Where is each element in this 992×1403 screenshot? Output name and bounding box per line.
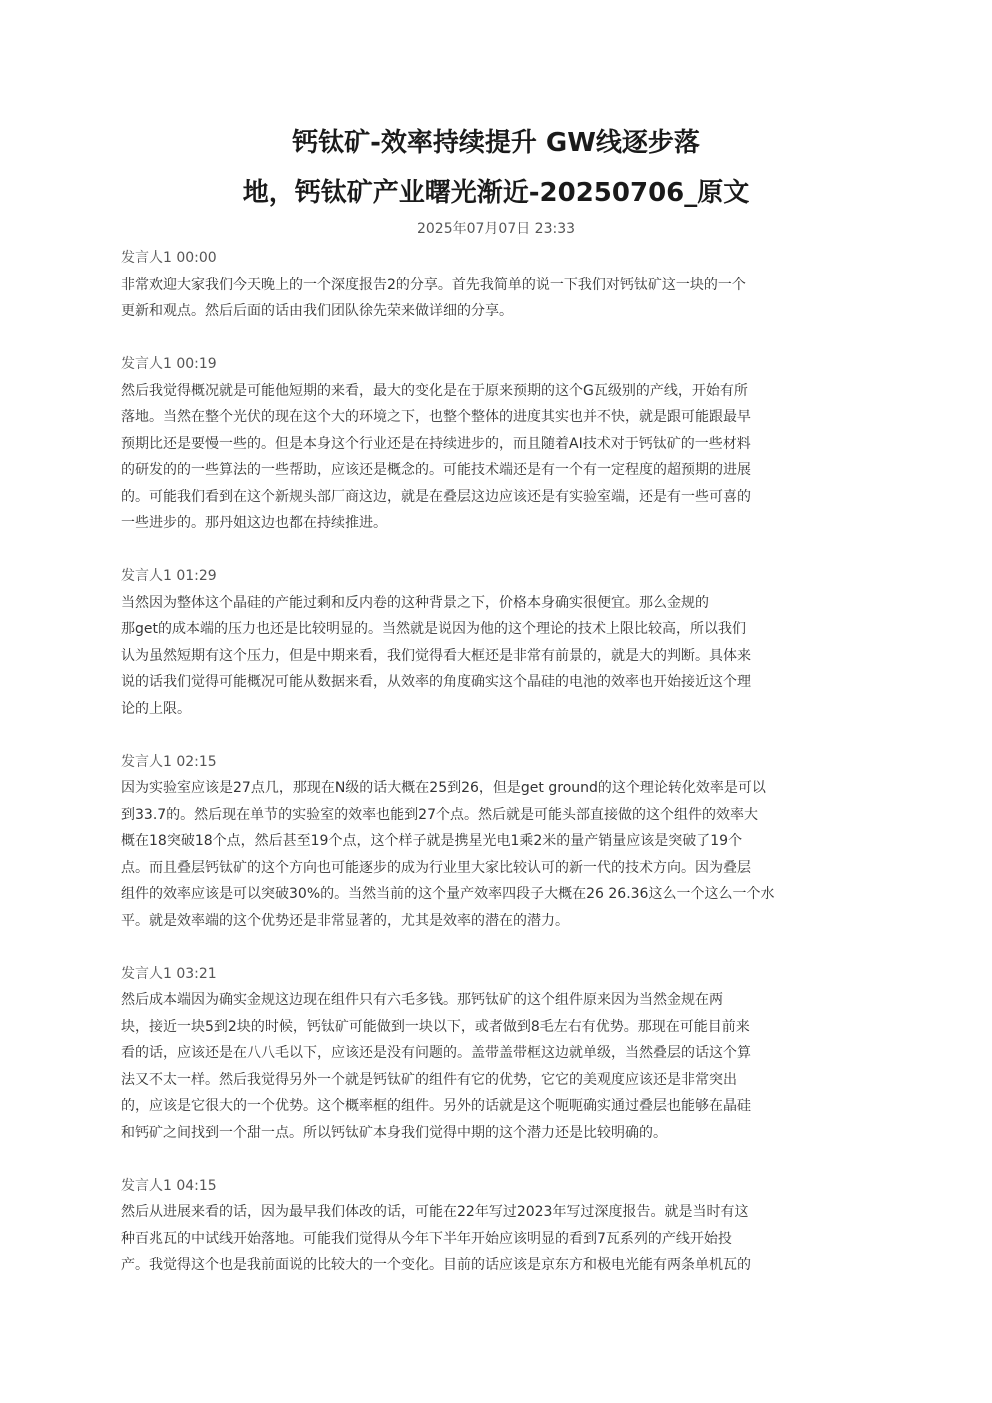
title-line-1: 钙钛矿-效率持续提升 GW线逐步落 bbox=[292, 128, 700, 158]
paragraph-line: 的研发的的一些算法的一些帮助，应该还是概念的。可能技术端还是有一个有一定程度的超预期的进展 bbox=[121, 462, 751, 478]
paragraph-line: 点。而且叠层钙钛矿的这个方向也可能逐步的成为行业里大家比较认可的新一代的技术方向。因为叠层 bbox=[121, 859, 751, 876]
paragraph-line: 和钙矿之间找到一个甜一点。所以钙钛矿本身我们觉得中期的这个潜力还是比较明确的。 bbox=[121, 1124, 667, 1141]
document-title bbox=[0, 118, 992, 218]
paragraph-line: 然后成本端因为确实金规这边现在组件只有六毛多钱。那钙钛矿的这个组件原来因为当然金规在两 bbox=[121, 992, 723, 1008]
transcript-segment bbox=[121, 563, 873, 722]
paragraph-line: 非常欢迎大家我们今天晚上的一个深度报告2的分享。首先我简单的说一下我们对钙钛矿这一块的一个 bbox=[121, 276, 746, 293]
paragraph-line: 到33.7的。然后现在单节的实验室的效率也能到27个点。然后就是可能头部直接做的这个组件的效率大 bbox=[121, 806, 758, 823]
paragraph-line: 论的上限。 bbox=[121, 700, 191, 717]
speaker-timestamp: 发言人1 00:00 bbox=[121, 250, 217, 266]
speaker-timestamp: 发言人1 00:19 bbox=[121, 356, 217, 372]
paragraph-line: 因为实验室应该是27点几，那现在N级的话大概在25到26，但是get ground的这个理论转化效率是可以 bbox=[121, 780, 766, 796]
transcript-segment bbox=[121, 961, 873, 1147]
transcript bbox=[121, 245, 873, 1305]
paragraph-line: 的。可能我们看到在这个新规头部厂商这边，就是在叠层这边应该还是有实验室端，还是有一些可喜的 bbox=[121, 488, 751, 505]
document-date: 2025年07月07日 23:33 bbox=[416, 221, 576, 237]
paragraph-line: 预期比还是要慢一些的。但是本身这个行业还是在持续进步的，而且随着AI技术对于钙钛矿的一些材料 bbox=[121, 435, 751, 452]
paragraph-line: 一些进步的。那丹姐这边也都在持续推进。 bbox=[121, 515, 387, 531]
paragraph-line: 块，接近一块5到2块的时候，钙钛矿可能做到一块以下，或者做到8毛左右有优势。那现在可能目前来 bbox=[121, 1018, 750, 1035]
paragraph-line: 落地。当然在整个光伏的现在这个大的环境之下，也整个整体的进度其实也并不快，就是跟可能跟最早 bbox=[121, 409, 751, 425]
speaker-timestamp: 发言人1 03:21 bbox=[121, 965, 217, 982]
paragraph-line: 组件的效率应该是可以突破30%的。当然当前的这个量产效率四段子大概在26 26.36这么一个这么一个水 bbox=[121, 886, 775, 902]
title-line-2: 地，钙钛矿产业曙光渐近-20250706_原文 bbox=[242, 178, 750, 208]
transcript-segment bbox=[121, 1173, 873, 1279]
paragraph-line: 然后我觉得概况就是可能他短期的来看，最大的变化是在于原来预期的这个G瓦级别的产线，开始有所 bbox=[121, 382, 748, 399]
speaker-timestamp: 发言人1 01:29 bbox=[121, 568, 217, 584]
paragraph-line: 当然因为整体这个晶硅的产能过剩和反内卷的这种背景之下，价格本身确实很便宜。那么金规的 bbox=[121, 594, 709, 611]
speaker-timestamp: 发言人1 02:15 bbox=[121, 753, 217, 770]
transcript-segment bbox=[121, 351, 873, 537]
speaker-timestamp: 发言人1 04:15 bbox=[121, 1177, 217, 1194]
paragraph-line: 更新和观点。然后后面的话由我们团队徐先荣来做详细的分享。 bbox=[121, 303, 513, 319]
paragraph-line: 法又不太一样。然后我觉得另外一个就是钙钛矿的组件有它的优势，它它的美观度应该还是非常突出 bbox=[121, 1071, 737, 1088]
paragraph-line: 平。就是效率端的这个优势还是非常显著的，尤其是效率的潜在的潜力。 bbox=[121, 912, 569, 929]
paragraph-line: 概在18突破18个点，然后甚至19个点，这个样子就是携星光电1乘2米的量产销量应该是突破了19个 bbox=[121, 833, 743, 849]
transcript-segment bbox=[121, 245, 873, 325]
paragraph-line: 的，应该是它很大的一个优势。这个概率框的组件。另外的话就是这个呃呃确实通过叠层也能够在晶硅 bbox=[121, 1098, 751, 1114]
paragraph-line: 看的话，应该还是在八八毛以下，应该还是没有问题的。盖带盖带框这边就单级，当然叠层的话这个算 bbox=[121, 1045, 751, 1061]
paragraph-line: 那get的成本端的压力也还是比较明显的。当然就是说因为他的这个理论的技术上限比较高，所以我们 bbox=[121, 621, 746, 637]
transcript-segment bbox=[121, 749, 873, 935]
paragraph-line: 种百兆瓦的中试线开始落地。可能我们觉得从今年下半年开始应该明显的看到7瓦系列的产线开始投 bbox=[121, 1230, 732, 1247]
paragraph-line: 产。我觉得这个也是我前面说的比较大的一个变化。目前的话应该是京东方和极电光能有两条单机瓦的 bbox=[121, 1257, 751, 1273]
paragraph-line: 认为虽然短期有这个压力，但是中期来看，我们觉得看大框还是非常有前景的，就是大的判断。具体来 bbox=[121, 647, 751, 664]
paragraph-line: 然后从进展来看的话，因为最早我们体改的话，可能在22年写过2023年写过深度报告。就是当时有这 bbox=[121, 1204, 749, 1220]
paragraph-line: 说的话我们觉得可能概况可能从数据来看，从效率的角度确实这个晶硅的电池的效率也开始接近这个理 bbox=[121, 674, 751, 690]
